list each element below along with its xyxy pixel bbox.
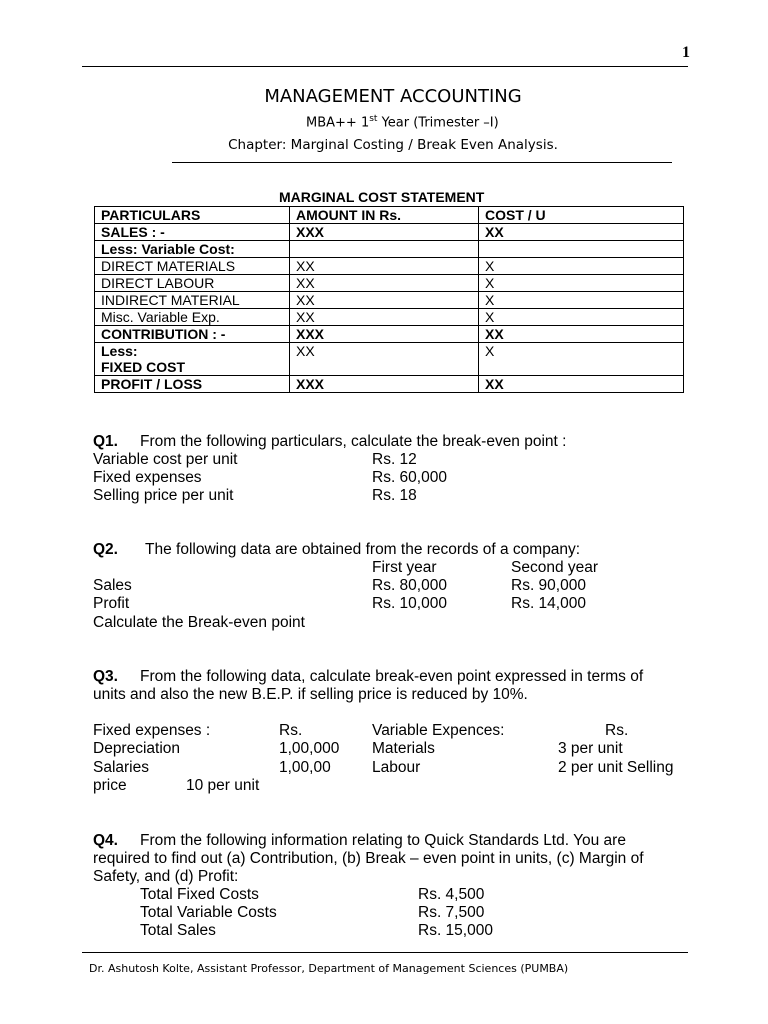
row-amount: XXX	[290, 376, 479, 393]
q3-cell: Rs.	[279, 722, 303, 739]
q4-row-value: Rs. 4,500	[418, 886, 485, 903]
table-row	[95, 241, 684, 258]
q4-line3: Safety, and (d) Profit:	[93, 868, 239, 885]
q2-row-label: Sales	[93, 577, 132, 594]
course-post: Year (Trimester –I)	[377, 115, 499, 131]
q1-row-label: Selling price per unit	[93, 487, 234, 504]
q2-col-first: First year	[372, 559, 437, 576]
header-rule	[82, 66, 688, 67]
row-amount: XXX	[290, 224, 479, 241]
q4-line2: required to find out (a) Contribution, (b) Break – even point in units, (c) Margin of	[93, 850, 644, 867]
q4-row-label: Total Sales	[140, 922, 216, 939]
q1-label: Q1.	[93, 433, 118, 450]
fixed-cost-label: FIXED COST	[101, 359, 186, 375]
table-row	[95, 224, 684, 241]
q4-row-label: Total Fixed Costs	[140, 886, 259, 903]
row-amount: XX	[290, 343, 479, 376]
row-particular: DIRECT MATERIALS	[95, 258, 290, 275]
table-row	[95, 343, 684, 376]
q3-cell: 3 per unit	[558, 740, 623, 757]
row-cost: X	[479, 275, 684, 292]
row-amount: XXX	[290, 326, 479, 343]
table-row	[95, 309, 684, 326]
q2-col-second: Second year	[511, 559, 599, 576]
q3-label: Q3.	[93, 668, 118, 685]
row-particular: INDIRECT MATERIAL	[95, 292, 290, 309]
q2-text: The following data are obtained from the records of a company:	[145, 541, 581, 558]
document-title: MANAGEMENT ACCOUNTING	[264, 86, 522, 107]
q4-row-value: Rs. 15,000	[418, 922, 493, 939]
header-amount: AMOUNT IN Rs.	[290, 207, 479, 224]
table-row	[95, 275, 684, 292]
q3-price-value: 10 per unit	[186, 777, 260, 794]
q3-cell: Salaries	[93, 759, 149, 776]
row-amount	[290, 241, 479, 258]
q2-closing: Calculate the Break-even point	[93, 614, 305, 631]
course-sup: st	[369, 114, 378, 124]
footer-rule	[82, 952, 688, 953]
q3-line1: From the following data, calculate break-even point expressed in terms of	[140, 668, 644, 685]
row-cost	[479, 241, 684, 258]
q1-row-value: Rs. 18	[372, 487, 417, 504]
q3-cell: 1,00,000	[279, 740, 340, 757]
page-number: 1	[682, 44, 690, 61]
row-particular: Misc. Variable Exp.	[95, 309, 290, 326]
q3-cell: Variable Expences:	[372, 722, 505, 739]
q4-row-label: Total Variable Costs	[140, 904, 277, 921]
q3-cell: Depreciation	[93, 740, 181, 757]
row-cost: X	[479, 309, 684, 326]
q1-row-value: Rs. 12	[372, 451, 417, 468]
q1-row-value: Rs. 60,000	[372, 469, 447, 486]
chapter-line: Chapter: Marginal Costing / Break Even Analysis.	[228, 137, 558, 153]
header-particulars: PARTICULARS	[95, 207, 290, 224]
row-particular: Less: Variable Cost:	[95, 241, 290, 258]
q2-row-label: Profit	[93, 595, 130, 612]
q2-row-first: Rs. 10,000	[372, 595, 447, 612]
q3-cell: Labour	[372, 759, 421, 776]
footer-text: Dr. Ashutosh Kolte, Assistant Professor, Department of Management Sciences (PUMBA)	[89, 962, 569, 975]
q3-cell: Fixed expenses :	[93, 722, 211, 739]
q3-cell: 2 per unit Selling	[558, 759, 674, 776]
q3-price-label: price	[93, 777, 127, 794]
row-amount: XX	[290, 292, 479, 309]
q2-row-second: Rs. 90,000	[511, 577, 586, 594]
q3-cell: Materials	[372, 740, 435, 757]
row-cost: X	[479, 292, 684, 309]
q2-row-second: Rs. 14,000	[511, 595, 586, 612]
q3-cell: 1,00,00	[279, 759, 331, 776]
chapter-rule	[172, 162, 672, 163]
q2-row-first: Rs. 80,000	[372, 577, 447, 594]
table-row	[95, 376, 684, 393]
q3-cell: Rs.	[605, 722, 629, 739]
row-particular: SALES : -	[95, 224, 290, 241]
q4-line1: From the following information relating to Quick Standards Ltd. You are	[140, 832, 626, 849]
row-particular: DIRECT LABOUR	[95, 275, 290, 292]
q1-text: From the following particulars, calculate the break-even point :	[140, 433, 567, 450]
row-amount: XX	[290, 258, 479, 275]
q1-row-label: Variable cost per unit	[93, 451, 238, 468]
less-label: Less:	[101, 343, 138, 359]
q3-line2: units and also the new B.E.P. if selling price is reduced by 10%.	[93, 686, 528, 703]
header-cost-per-unit: COST / U	[479, 207, 684, 224]
row-cost: X	[479, 343, 684, 376]
course-pre: MBA++ 1	[306, 115, 370, 131]
row-particular: CONTRIBUTION : -	[95, 326, 290, 343]
q4-label: Q4.	[93, 832, 118, 849]
q4-row-value: Rs. 7,500	[418, 904, 485, 921]
row-amount: XX	[290, 309, 479, 326]
statement-title: MARGINAL COST STATEMENT	[279, 189, 485, 205]
table-row	[95, 258, 684, 275]
row-cost: XX	[479, 376, 684, 393]
row-particular	[95, 343, 290, 376]
row-cost: X	[479, 258, 684, 275]
course-line	[306, 114, 499, 130]
table-row	[95, 326, 684, 343]
table-row	[95, 292, 684, 309]
marginal-cost-table	[94, 206, 684, 393]
table-header-row	[95, 207, 684, 224]
row-particular: PROFIT / LOSS	[95, 376, 290, 393]
row-cost: XX	[479, 326, 684, 343]
q1-row-label: Fixed expenses	[93, 469, 202, 486]
row-cost: XX	[479, 224, 684, 241]
q2-label: Q2.	[93, 541, 118, 558]
row-amount: XX	[290, 275, 479, 292]
